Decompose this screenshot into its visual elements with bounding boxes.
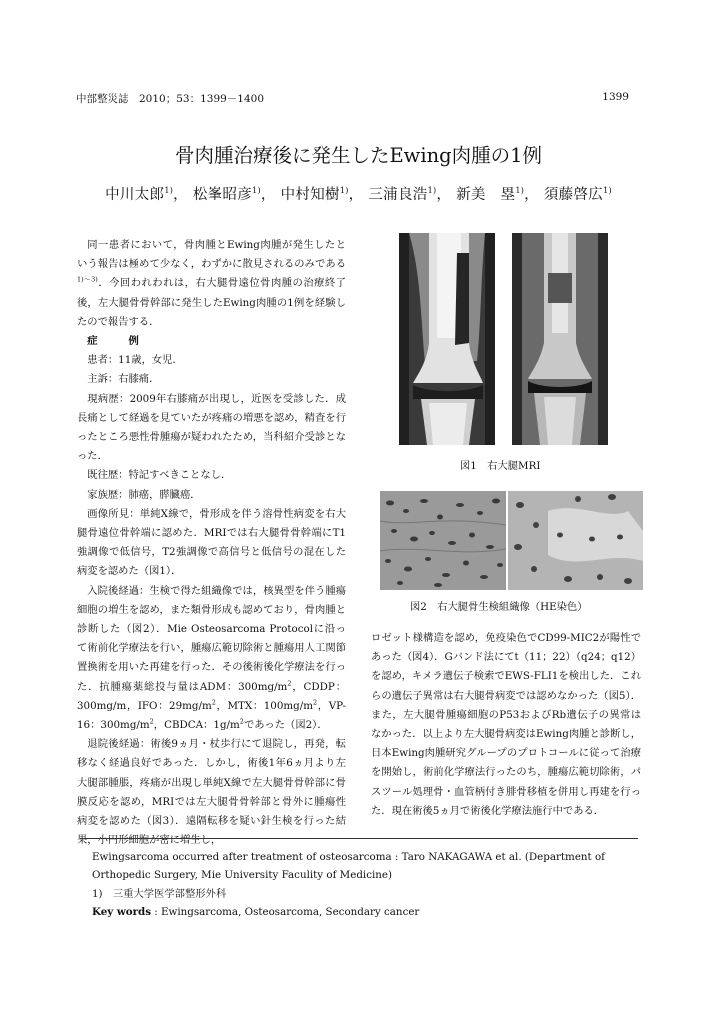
author-name: 松峯昭彦 <box>192 187 253 203</box>
author-affiliation-mark: 1) <box>603 186 612 196</box>
left-column-body <box>77 236 346 851</box>
course-text: であった（図2）． <box>243 719 328 732</box>
author-affiliation-mark: 1) <box>164 186 174 196</box>
article-title: 骨肉腫治療後に発生したEwing肉腫の1例 <box>174 144 543 167</box>
histology-image-left <box>380 491 506 590</box>
course-text: 入院後経過：生検で得た組織像では，核異型を伴う腫瘍細胞の増生を認め，また類骨形成も認めており，骨肉腫と診断した（図2）．Mie Osteosarcoma Protocolに沿って術前化学療法を行い，腫瘍広範切除術と腫瘍用人工関節置換術を用いた再建を行った．その後術後化学療法を行った．抗腫瘍薬総投与量はADM：300mg/m <box>77 584 346 693</box>
course-text: ，VP-16：300mg/m <box>77 699 347 732</box>
unit-superscript: 2 <box>313 698 318 707</box>
right-column-body <box>371 629 641 821</box>
author-name: 中川太郎 <box>105 187 165 203</box>
intro-text-cont: ．今回われわれは，右大腿骨遠位骨肉腫の治療終了後，左大腿骨骨幹部に発生したEwing肉腫の1例を経験したので報告する． <box>77 277 347 328</box>
present-illness: 現病歴：2009年右膝痛が出現し，近医を受診した．成長痛として経過を見ていたが疼痛の増悪を認め，精査を行ったところ悪性骨腫瘍が疑われたため，当科紹介受診となった． <box>77 392 346 463</box>
unit-superscript: 2 <box>211 698 216 707</box>
case-heading: 症 例 <box>87 335 139 348</box>
page-number: 1399 <box>602 91 629 103</box>
mri-image-t2 <box>512 233 608 445</box>
course-text: ，CBDCA：1g/m <box>153 719 240 732</box>
chief-complaint: 主訴：右膝痛． <box>87 373 160 386</box>
author-affiliation-mark: 1) <box>515 186 525 196</box>
journal-header: 中部整災誌 2010；53：1399－1400 <box>76 93 265 105</box>
keywords-label: Key words <box>92 906 151 918</box>
author-name: 三浦良浩 <box>368 187 428 203</box>
keywords-footnote <box>92 903 642 921</box>
right-column-paragraph: ロゼット様構造を認め，免疫染色でCD99-MIC2が陽性であった（図4）．Gバンド法にてt（11；22）（q24；q12）を認め，キメラ遺伝子検索でEWS-FLI1を検出した．これらの遺伝子異常は右大腿骨病変では認めなかった（図5）．また，左大腿骨腫瘍細胞のP53およびRb遺伝子の異常はなかった．以上より左大腿骨病変はEwing肉腫と診断し，日本Ewing肉腫研究グループのプロトコールに従って治療を開始し，術前化学療法行ったのち，腫瘍広範切除術，パスツール処理骨・血管柄付き腓骨移植を併用し再建を行った．現在術後5ヵ月で術後化学療法施行中である． <box>371 632 641 817</box>
hospital-course <box>77 582 346 736</box>
author-list <box>0 183 717 204</box>
intro-paragraph <box>77 236 346 332</box>
past-history: 既往歴：特記すべきことなし． <box>87 469 232 482</box>
course-text: ，MTX：100mg/m <box>215 699 314 712</box>
english-title-footnote: Ewingsarcoma occurred after treatment of osteosarcoma : Taro NAKAGAWA et al. (Department of Orthopedic Surgery, Mie University Faculity of Medicine) <box>92 851 605 881</box>
intro-text: 同一患者において，骨肉腫とEwing肉腫が発生したという報告は極めて少なく，わずかに散見されるのみである <box>77 239 346 271</box>
keywords-list: : Ewingsarcoma, Osteosarcoma, Secondary cancer <box>151 906 420 918</box>
author-affiliation-mark: 1) <box>252 186 261 196</box>
unit-superscript: 2 <box>287 679 292 688</box>
unit-superscript: 2 <box>149 717 154 726</box>
figure-2-caption: 図2 右大腿骨生検組織像（HE染色） <box>410 601 588 613</box>
citation-mark: 1)～3) <box>77 275 98 284</box>
figure-1-caption: 図1 右大腿MRI <box>460 460 541 472</box>
author-separator: ， <box>524 187 539 203</box>
post-discharge-course: 退院後経過：術後9ヵ月・杖歩行にて退院し，再発，転移なく経過良好であった．しかし，術後1年6ヵ月より左大腿部腫脹，疼痛が出現し単純X線で左大腿骨骨幹部に骨膜反応を認め，MRIでは左大腿骨骨幹部と骨外に腫瘍性病変を認めた（図3）．遠隔転移を疑い針生検を行った結果，小円形細胞が密に増生し， <box>77 738 346 847</box>
family-history: 家族歴：肺癌，膵臓癌． <box>87 488 201 501</box>
footnote-divider <box>80 838 638 839</box>
author-affiliation-mark: 1) <box>427 186 437 196</box>
author-name: 須藤啓広 <box>543 187 604 203</box>
author-name: 中村知樹 <box>280 187 340 203</box>
mri-image-t1 <box>399 233 495 445</box>
author-affiliation-mark: 1) <box>339 186 349 196</box>
author-separator: ， <box>260 187 276 203</box>
author-separator: ， <box>436 187 452 203</box>
course-text: ，CDDP：300mg/m，IFO：29mg/m <box>77 680 346 712</box>
author-name: 新美 塁 <box>456 187 516 203</box>
imaging-findings: 画像所見：単純X線で，骨形成を伴う溶骨性病変を右大腿骨遠位骨幹端に認めた．MRIでは右大腿骨骨幹端にT1強調像で低信号，T2強調像で高信号と低信号の混在した病変を認めた（図1）． <box>77 507 346 578</box>
affiliation-footnote: 1) 三重大学医学部整形外科 <box>92 888 227 900</box>
histology-image-right <box>508 491 643 590</box>
patient-line: 患者：11歳，女児． <box>87 354 183 367</box>
author-separator: ， <box>348 187 364 203</box>
unit-superscript: 2 <box>239 717 244 726</box>
author-separator: ， <box>173 187 188 203</box>
